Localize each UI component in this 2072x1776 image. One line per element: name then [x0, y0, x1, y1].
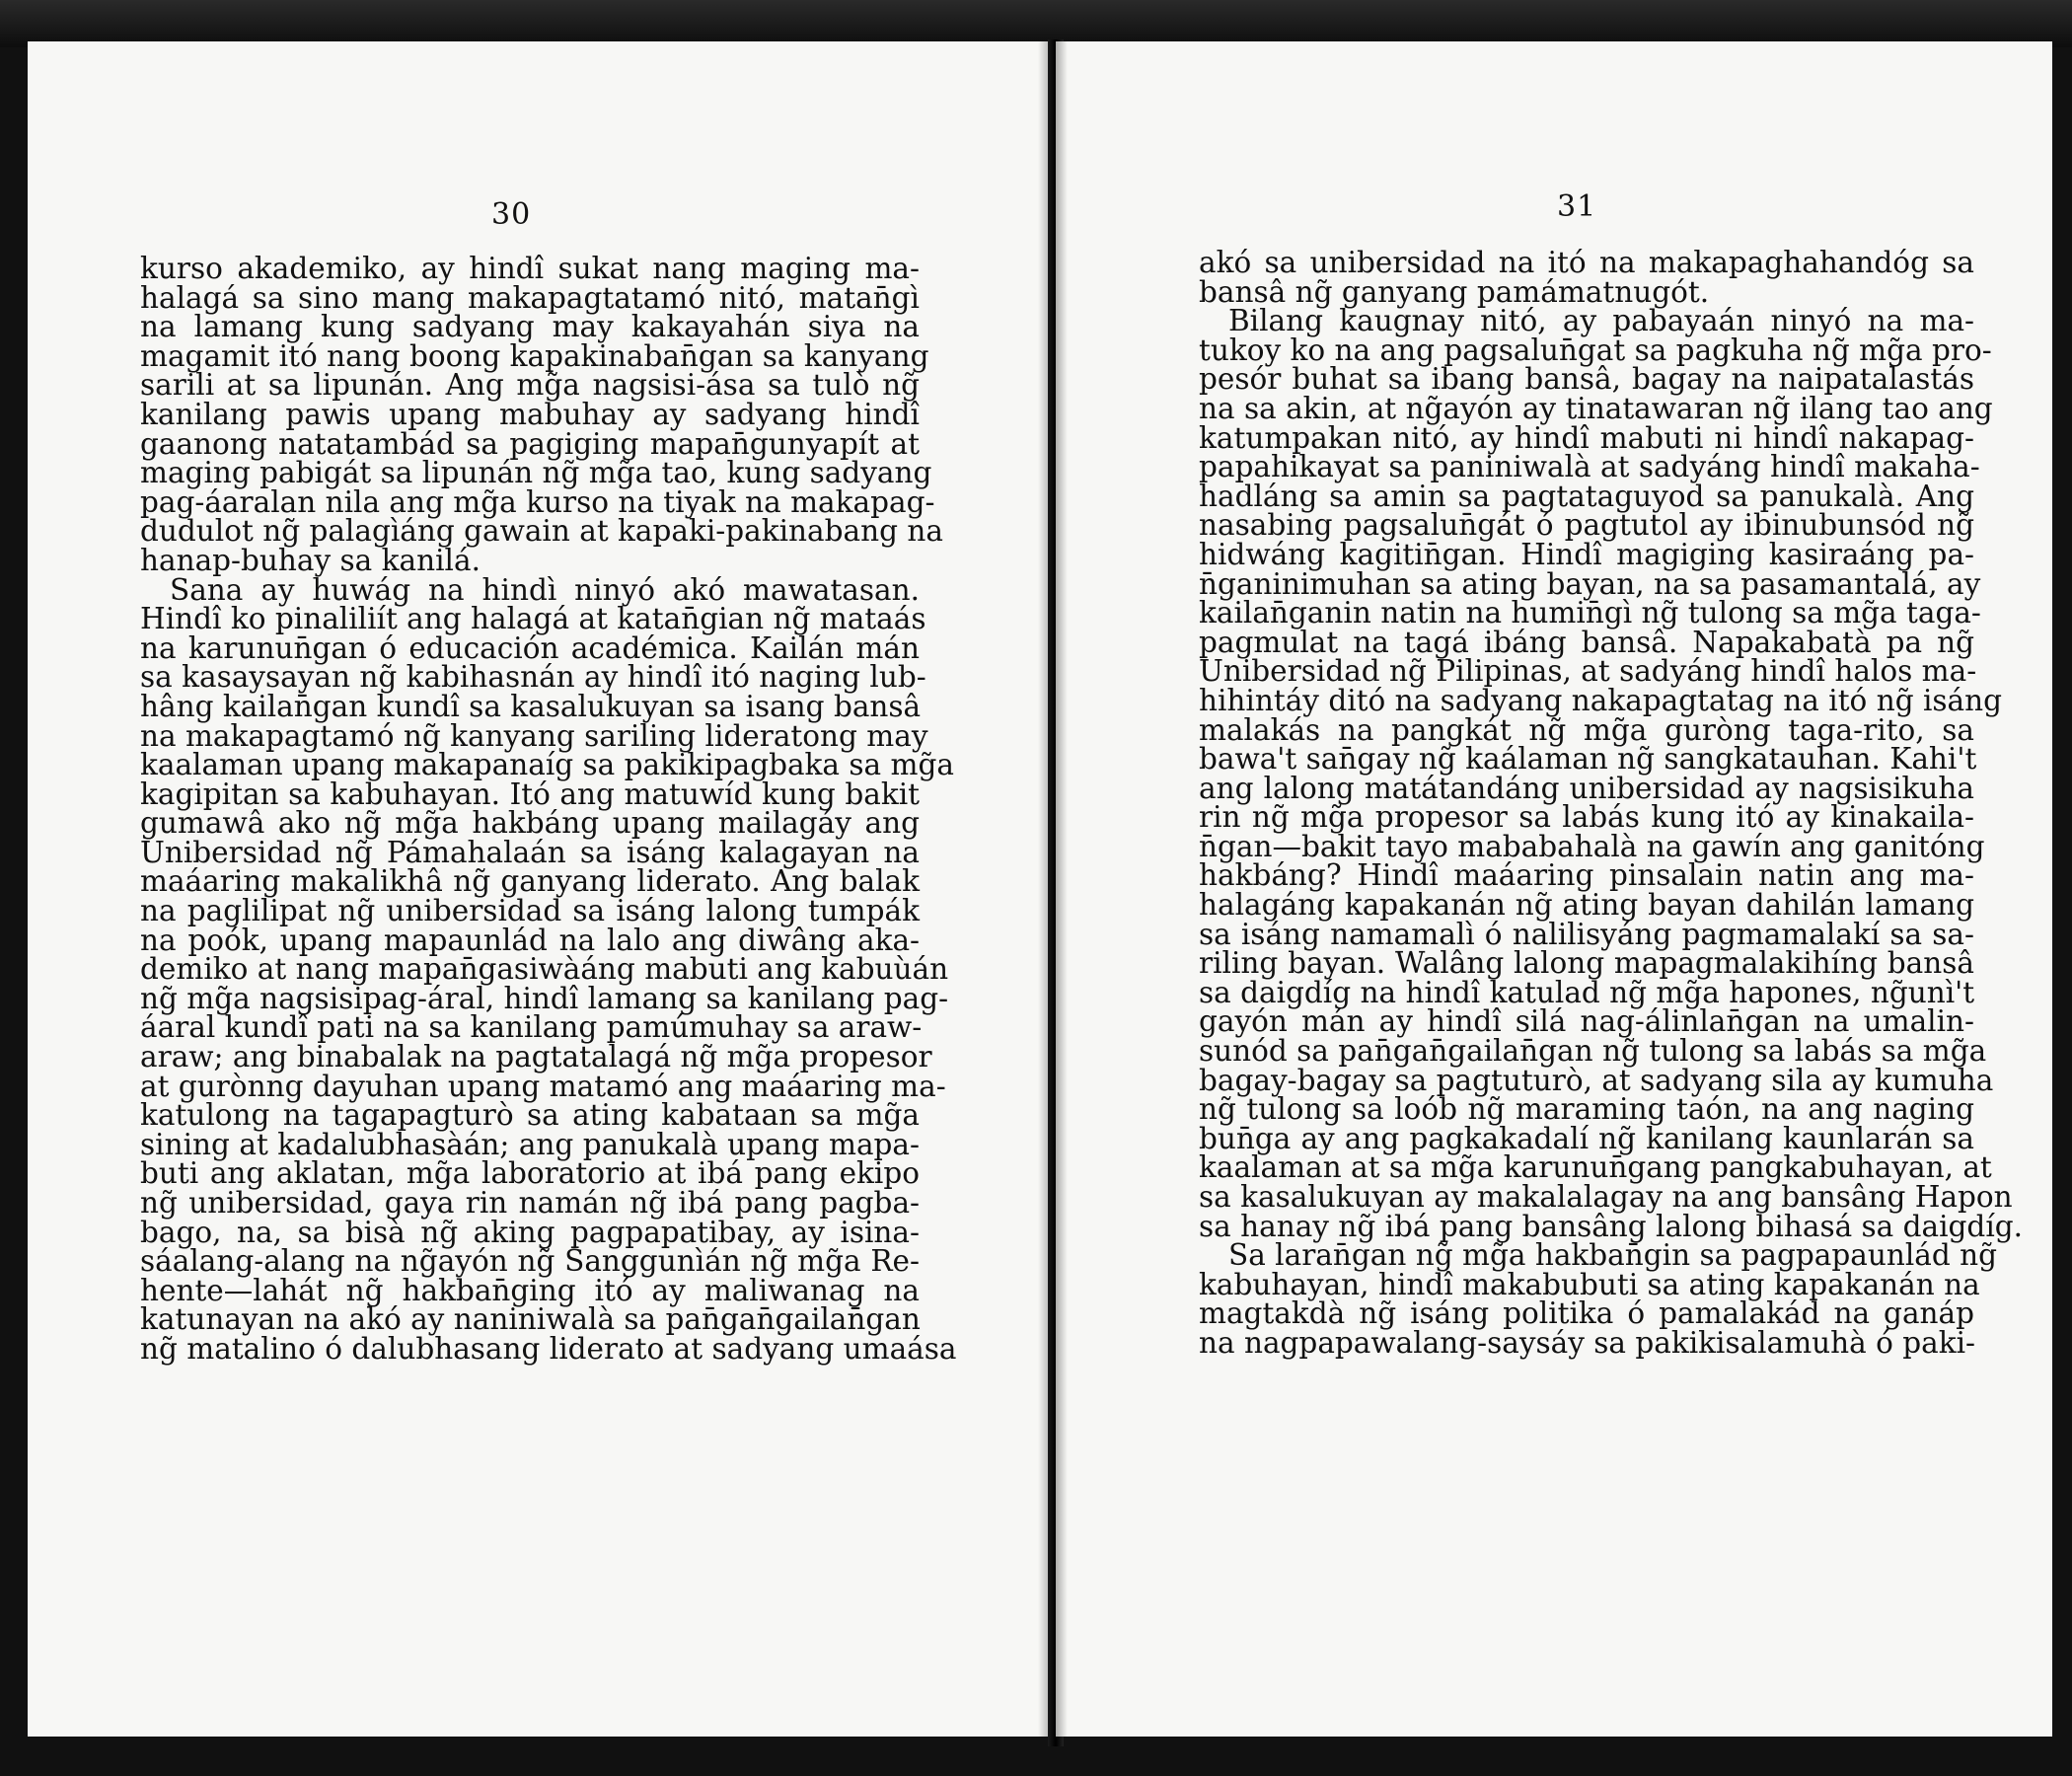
text-line: n̄gan—bakit tayo mababahalà na gawín ang ganitóng — [1199, 829, 1985, 863]
scan-top-edge — [0, 0, 2072, 47]
text-line: akó sa unibersidad na itó na makapaghahandóg sa — [1199, 246, 1974, 279]
left-page-number: 30 — [491, 197, 532, 232]
text-line: Unibersidad ng̃ Pámahalaán sa isáng kalagayan na — [140, 835, 920, 869]
text-line: maáaring makalikhâ ng̃ ganyang liderato. Ang balak — [140, 864, 920, 899]
text-line: papahikayat sa paniniwalà at sadyáng hindî makaha- — [1199, 450, 1980, 484]
text-line: bawa't san̄gay ng̃ kaálaman ng̃ sangkatauhan. Kahi't — [1199, 742, 1977, 777]
text-line: bansâ ng̃ ganyang pamámatnugót. — [1199, 274, 1710, 309]
text-line: kanilang pawis upang mabuhay ay sadyang hindî — [140, 397, 920, 431]
text-line: na nagpapawalang-saysáy sa pakikisalamuhà ó paki- — [1199, 1325, 1976, 1360]
text-line: magamit itó nang boong kapakinaban̄gan sa kanyang — [140, 338, 929, 373]
text-line: maging pabigát sa lipunán ng̃ mg̃a tao, kung sadyang — [140, 456, 932, 490]
text-line: gumawâ ako ng̃ mg̃a hakbáng upang mailagáy ang — [140, 806, 920, 841]
left-page — [28, 41, 1054, 1737]
text-line: tukoy ko na ang pagsalun̄gat sa pagkuha ng̃ mg̃a pro- — [1199, 333, 1992, 367]
text-line: kailan̄ganin natin na humin̄gì ng̃ tulong sa mg̃a taga- — [1199, 596, 1981, 630]
text-line: na makapagtamó ng̃ kanyang sariling lideratong may — [140, 718, 928, 753]
text-line: kurso akademiko, ay hindî sukat nang maging ma- — [140, 252, 920, 285]
text-line: sunód sa pan̄gan̄gailan̄gan ng̃ tulong sa labás sa mg̃a — [1199, 1034, 1987, 1069]
text-line: Unibersidad ng̃ Pilipinas, at sadyáng hindî halos ma- — [1199, 654, 1977, 689]
text-line: sarili at sa lipunán. Ang mg̃a nagsisi-ása sa tulò ng̃ — [140, 368, 920, 403]
text-line: Sana ay huwág na hindì ninyó akó mawatasan. — [170, 572, 920, 607]
text-line: na paglilipat ng̃ unibersidad sa isáng lalong tumpák — [140, 894, 920, 928]
text-line: áaral kundî pati na sa kanilang pamúmuhay sa araw- — [140, 1010, 923, 1045]
right-page — [1056, 41, 2052, 1737]
text-line: hakbáng? Hindî maáaring pinsalain natin ang ma- — [1199, 858, 1974, 893]
right-page-gutter-shadow — [1056, 41, 1068, 1737]
text-line: na poók, upang mapaunlád na lalo ang diwâng aka- — [140, 923, 920, 957]
text-line: dudulot ng̃ palagìáng gawain at kapaki-pakinabang na — [140, 514, 943, 549]
text-line: buti ang aklatan, mg̃a laboratorio at ibá pang ekipo — [140, 1156, 920, 1191]
text-line: na karunun̄gan ó educación académica. Kailán mán — [140, 630, 920, 665]
text-line: Bilang kaugnay nitó, ay pabayaán ninyó na ma- — [1228, 304, 1974, 338]
text-line: kagipitan sa kabuhayan. Itó ang matuwíd kung bakit — [140, 777, 920, 811]
text-line: sining at kadalubhasàán; ang panukalà upang mapa- — [140, 1127, 920, 1161]
text-line: bago, na, sa bisà ng̃ aking pagpapatibay, ay isina- — [140, 1215, 920, 1249]
text-line: ng̃ mg̃a nagsisipag-áral, hindî lamang sa kanilang pag- — [140, 981, 949, 1015]
text-line: kabuhayan, hindî makabubuti sa ating kapakanán na — [1199, 1267, 1980, 1301]
text-line: sa daigdíg na hindî katulad ng̃ mg̃a hapones, ng̃unì't — [1199, 975, 1975, 1009]
text-line: sa hanay ng̃ ibá pang bansâng lalong bihasá sa daigdíg. — [1199, 1209, 2024, 1243]
text-line: katulong na tagapagturò sa ating kabataan sa mg̃a — [140, 1098, 920, 1133]
text-line: hente—lahát ng̃ hakban̄ging itó ay maliwanag na — [140, 1273, 920, 1307]
text-line: sa isáng namamalì ó nalilisyáng pagmamalakí sa sa- — [1199, 917, 1974, 951]
text-line: araw; ang binabalak na pagtatalagá ng̃ mg̃a propesor — [140, 1040, 932, 1074]
text-line: hanap-buhay sa kanilá. — [140, 543, 481, 577]
text-line: Hindî ko pinaliliít ang halagá at katan̄gian ng̃ mataás — [140, 602, 926, 636]
text-line: halagáng kapakanán ng̃ ating bayan dahilán lamang — [1199, 888, 1974, 923]
text-line: bagay-bagay sa pagtuturò, at sadyang sila ay kumuha — [1199, 1063, 1994, 1097]
text-line: hadláng sa amin sa pagtataguyod sa panukalà. Ang — [1199, 479, 1974, 513]
text-line: katumpakan nitó, ay hindî mabuti ni hindî nakapag- — [1199, 420, 1974, 455]
right-page-text — [1199, 246, 2024, 1360]
text-line: hidwáng kagitin̄gan. Hindî magiging kasiraáng pa- — [1199, 537, 1974, 571]
text-line: malakás na pangkát ng̃ mg̃a guròng taga-rito, sa — [1199, 712, 1974, 747]
text-line: rin ng̃ mg̃a propesor sa labás kung itó ay kinakaila- — [1199, 800, 1974, 835]
left-page-text — [140, 252, 957, 1366]
text-line: hâng kailan̄gan kundî sa kasalukuyan sa isang bansâ — [140, 689, 922, 723]
text-line: demiko at nang mapan̄gasiwàáng mabuti ang kabuùán — [140, 952, 949, 987]
text-line: halagá sa sino mang makapagtatamó nitó, matan̄gì — [140, 280, 920, 315]
text-line: ng̃ unibersidad, gaya rin namán ng̃ ibá pang pagba- — [140, 1186, 920, 1220]
text-line: magtakdà ng̃ isáng politika ó pamalakád na ganáp — [1199, 1296, 1974, 1331]
text-line: na sa akin, at ng̃ayón ay tinatawaran ng̃ ilang tao ang — [1199, 391, 1993, 425]
text-line: pesór buhat sa ibang bansâ, bagay na naipatalastás — [1199, 362, 1974, 397]
text-line: gaanong natatambád sa pagiging mapan̄gunyapít at — [140, 426, 920, 461]
text-line: pag-áaralan nila ang mg̃a kurso na tiyak na makapag- — [140, 484, 935, 519]
text-line: sa kasalukuyan ay makalalagay na ang bansâng Hapon — [1199, 1180, 2013, 1214]
text-line: pagmulat na tagá ibáng bansâ. Napakabatà pa ng̃ — [1199, 625, 1974, 659]
text-line: kaalaman at sa mg̃a karunun̄gang pangkabuhayan, at — [1199, 1150, 1992, 1185]
text-line: ang lalong matátandáng unibersidad ay nagsisikuha — [1199, 771, 1974, 805]
right-page-number: 31 — [1557, 189, 1597, 224]
text-line: gayón mán ay hindî silá nag-álinlan̄gan na umalin- — [1199, 1004, 1974, 1039]
text-line: Sa laran̄gan ng̃ mg̃a hakban̄gin sa pagpapaunlád ng̃ — [1228, 1238, 1998, 1273]
text-line: ng̃ matalino ó dalubhasang liderato at sadyang umaása — [140, 1331, 957, 1366]
text-line: sa kasaysayan ng̃ kabihasnán ay hindî itó naging lub- — [140, 660, 926, 695]
text-line: ng̃ tulong sa loób ng̃ maraming taón, na ang naging — [1199, 1092, 1974, 1127]
text-line: katunayan na akó ay naniniwalà sa pan̄gan̄gailan̄gan — [140, 1302, 921, 1337]
text-line: bun̄ga ay ang pagkakadalí ng̃ kanilang kaunlarán sa — [1199, 1121, 1974, 1155]
text-line: at gurònng dayuhan upang matamó ang maáaring ma- — [140, 1069, 946, 1103]
text-line: nasabing pagsalun̄gát ó pagtutol ay ibinubunsód ng̃ — [1199, 508, 1974, 543]
text-line: kaalaman upang makapanaíg sa pakikipagbaka sa mg̃a — [140, 748, 954, 782]
text-line: riling bayan. Walâng lalong mapagmalakihíng bansâ — [1199, 946, 1974, 981]
text-line: n̄ganinimuhan sa ating bayan, na sa pasamantalá, ay — [1199, 566, 1981, 601]
text-line: hihintáy ditó na sadyang nakapagtatag na itó ng̃ isáng — [1199, 683, 2003, 717]
text-line: na lamang kung sadyang may kakayahán siya na — [140, 310, 920, 344]
text-line: sáalang-alang na ng̃ayón ng̃ Sanggunìán ng̃ mg̃a Re- — [140, 1244, 920, 1279]
